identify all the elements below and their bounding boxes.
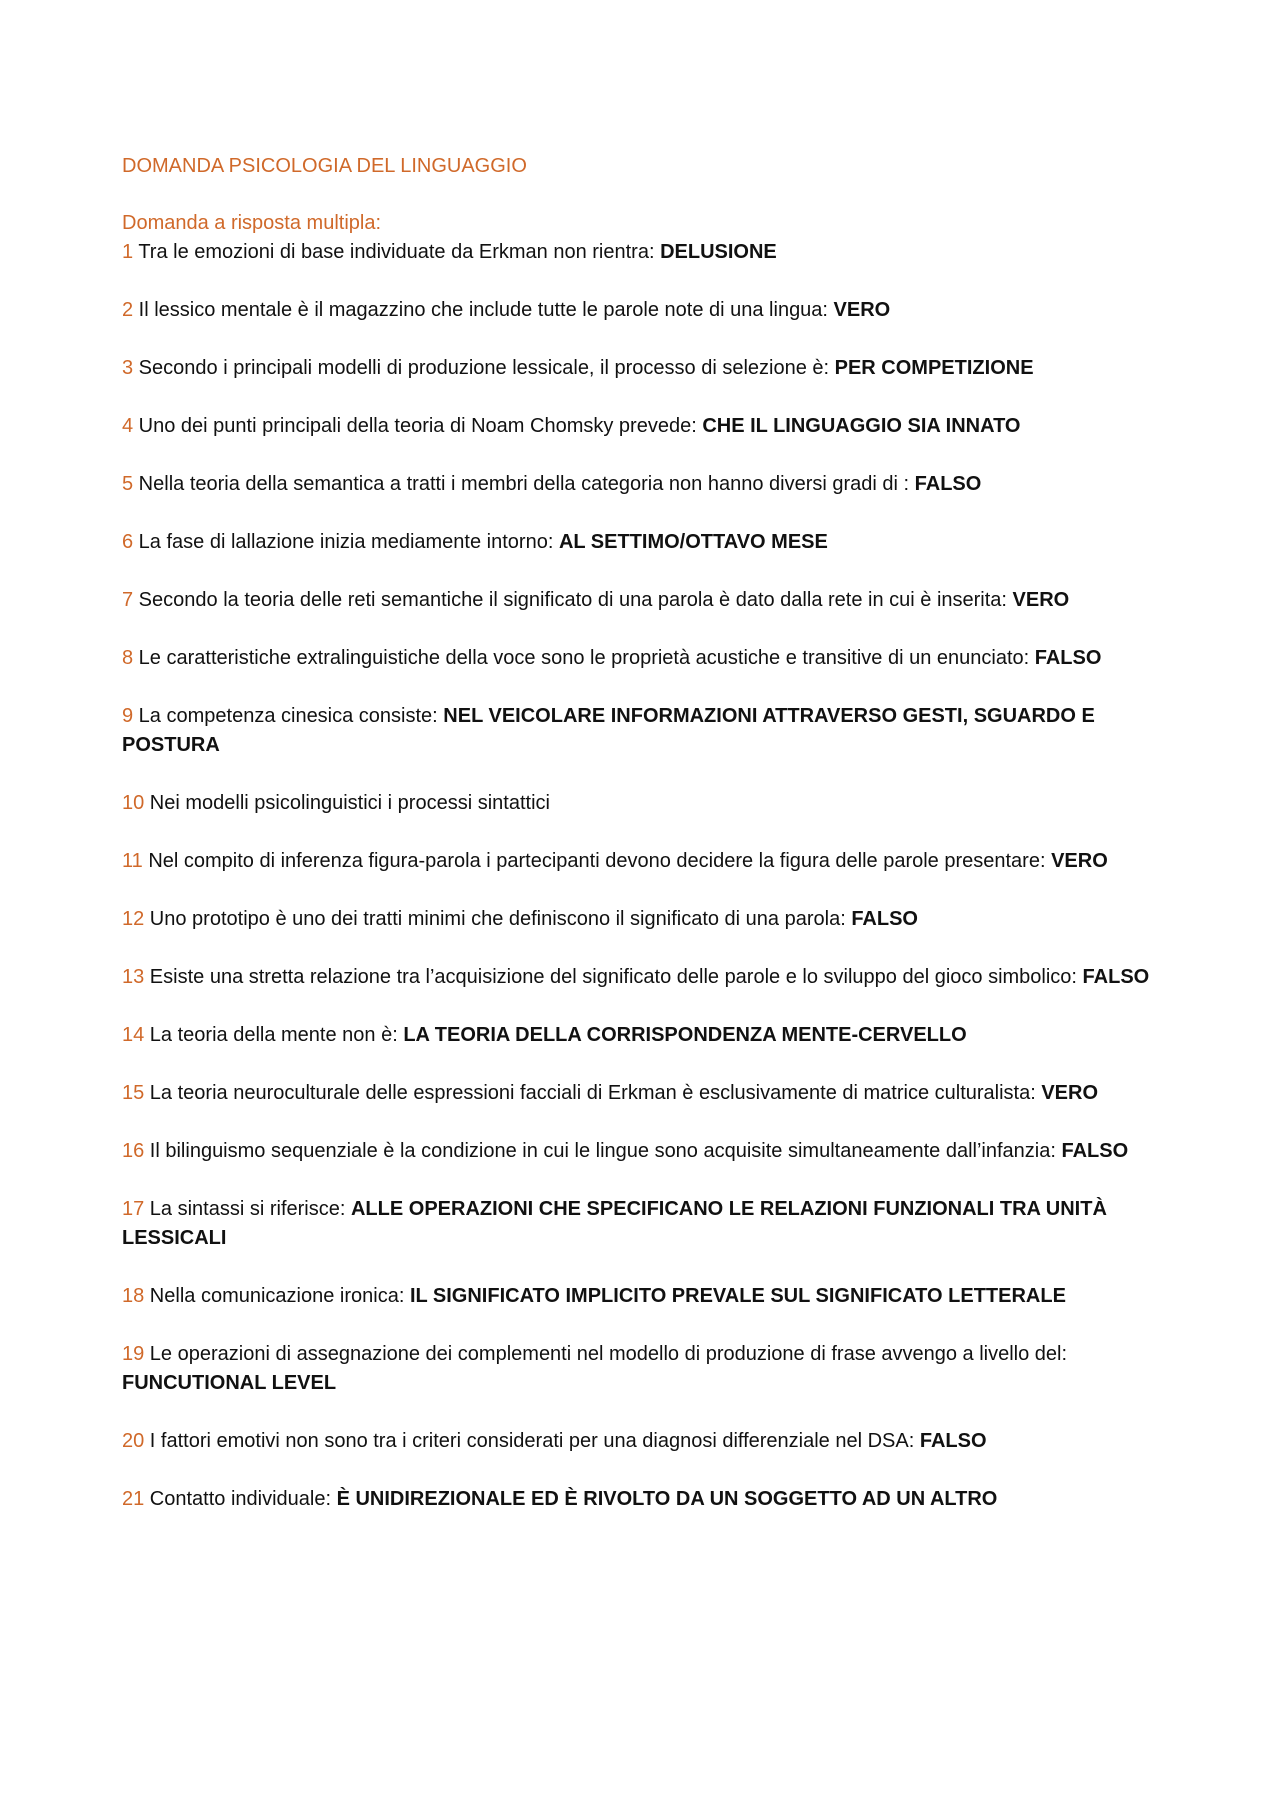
question-text: Secondo la teoria delle reti semantiche il significato di una parola è dato dalla rete in cui è inserita: (133, 589, 1013, 611)
question-answer: FALSO (851, 908, 918, 930)
question-answer: IL SIGNIFICATO IMPLICITO PREVALE SUL SIGNIFICATO LETTERALE (409, 1285, 1066, 1307)
question-number: 19 (122, 1343, 145, 1365)
question-text: Esiste una stretta relazione tra l’acquisizione del significato delle parole e lo sviluppo del gioco simbolico: (144, 966, 1083, 988)
question-number: 8 (122, 647, 134, 669)
question-item (122, 238, 1182, 267)
question-number: 13 (122, 966, 145, 988)
question-text: Tra le emozioni di base individuate da Erkman non rientra: (133, 241, 661, 263)
question-answer: VERO (1051, 850, 1108, 872)
question-item (122, 354, 1182, 383)
document-title: DOMANDA PSICOLOGIA DEL LINGUAGGIO (122, 155, 527, 177)
question-item (122, 1340, 1182, 1398)
question-item (122, 1021, 1182, 1050)
question-number: 17 (122, 1198, 145, 1220)
question-text: Secondo i principali modelli di produzione lessicale, il processo di selezione è: (133, 357, 835, 379)
question-answer: VERO (1041, 1082, 1099, 1104)
question-text: Il lessico mentale è il magazzino che include tutte le parole note di una lingua: (133, 299, 834, 321)
question-text: La sintassi si riferisce: (144, 1198, 351, 1220)
question-item (122, 702, 1182, 760)
document-page (122, 152, 1182, 1543)
question-text: Il bilinguismo sequenziale è la condizione in cui le lingue sono acquisite simultaneamente dall’infanzia: (144, 1140, 1062, 1162)
question-number: 7 (122, 589, 134, 611)
question-number: 20 (122, 1430, 145, 1452)
question-number: 3 (122, 357, 134, 379)
question-item (122, 1079, 1182, 1108)
question-item (122, 963, 1182, 992)
question-item (122, 1282, 1182, 1311)
question-number: 9 (122, 705, 134, 727)
question-text: Nei modelli psicolinguistici i processi sintattici (144, 792, 550, 814)
question-answer: FUNCUTIONAL LEVEL (122, 1372, 337, 1394)
question-answer: AL SETTIMO/OTTAVO MESE (558, 531, 828, 553)
question-number: 14 (122, 1024, 145, 1046)
question-item (122, 789, 1182, 818)
question-item (122, 1195, 1182, 1253)
question-answer: È UNIDIREZIONALE ED È RIVOLTO DA UN SOGGETTO AD UN ALTRO (336, 1488, 998, 1510)
question-answer: FALSO (1034, 647, 1102, 669)
question-text: Le operazioni di assegnazione dei complementi nel modello di produzione di frase avvengo a livello del: (144, 1343, 1068, 1365)
question-answer: DELUSIONE (660, 241, 777, 263)
question-number: 5 (122, 473, 134, 495)
question-text: La competenza cinesica consiste: (133, 705, 444, 727)
question-item (122, 470, 1182, 499)
question-number: 12 (122, 908, 145, 930)
question-text: Uno dei punti principali della teoria di Noam Chomsky prevede: (133, 415, 703, 437)
question-answer: VERO (1012, 589, 1070, 611)
question-number: 11 (122, 850, 143, 872)
question-text: La teoria della mente non è: (144, 1024, 404, 1046)
question-item (122, 528, 1182, 557)
question-number: 21 (122, 1488, 145, 1510)
question-number: 2 (122, 299, 134, 321)
question-number: 16 (122, 1140, 145, 1162)
question-number: 18 (122, 1285, 145, 1307)
question-number: 1 (122, 241, 134, 263)
question-text: I fattori emotivi non sono tra i criteri considerati per una diagnosi differenziale nel DSA: (144, 1430, 920, 1452)
question-answer: ALLE OPERAZIONI CHE SPECIFICANO LE RELAZIONI FUNZIONALI TRA UNITÀ LESSICALI (122, 1198, 1107, 1249)
question-number: 15 (122, 1082, 145, 1104)
question-answer: FALSO (914, 473, 982, 495)
question-item (122, 296, 1182, 325)
question-number: 4 (122, 415, 134, 437)
question-text: La fase di lallazione inizia mediamente intorno: (133, 531, 559, 553)
section-subtitle: Domanda a risposta multipla: (122, 212, 382, 234)
question-text: Uno prototipo è uno dei tratti minimi che definiscono il significato di una parola: (144, 908, 852, 930)
question-item (122, 644, 1182, 673)
question-answer: FALSO (1082, 966, 1150, 988)
question-item (122, 586, 1182, 615)
question-text: Contatto individuale: (144, 1488, 337, 1510)
question-item (122, 1137, 1182, 1166)
question-text: Nel compito di inferenza figura-parola i partecipanti devono decidere la figura delle parole presentare: (142, 850, 1052, 872)
question-answer: CHE IL LINGUAGGIO SIA INNATO (702, 415, 1021, 437)
question-answer: NEL VEICOLARE INFORMAZIONI ATTRAVERSO GESTI, SGUARDO E POSTURA (122, 705, 1095, 756)
question-item (122, 905, 1182, 934)
question-text: La teoria neuroculturale delle espressioni facciali di Erkman è esclusivamente di matrice culturalista: (144, 1082, 1042, 1104)
question-number: 10 (122, 792, 145, 814)
question-text: Nella teoria della semantica a tratti i membri della categoria non hanno diversi gradi di : (133, 473, 915, 495)
question-answer: FALSO (919, 1430, 987, 1452)
question-list (122, 238, 1182, 1514)
question-text: Le caratteristiche extralinguistiche della voce sono le proprietà acustiche e transitive di un enunciato: (133, 647, 1035, 669)
question-text: Nella comunicazione ironica: (144, 1285, 410, 1307)
question-item (122, 1485, 1182, 1514)
question-answer: PER COMPETIZIONE (834, 357, 1034, 379)
question-item (122, 1427, 1182, 1456)
question-item (122, 847, 1182, 876)
question-number: 6 (122, 531, 134, 553)
question-answer: VERO (833, 299, 891, 321)
question-answer: FALSO (1061, 1140, 1129, 1162)
question-answer: LA TEORIA DELLA CORRISPONDENZA MENTE-CERVELLO (403, 1024, 967, 1046)
question-item (122, 412, 1182, 441)
